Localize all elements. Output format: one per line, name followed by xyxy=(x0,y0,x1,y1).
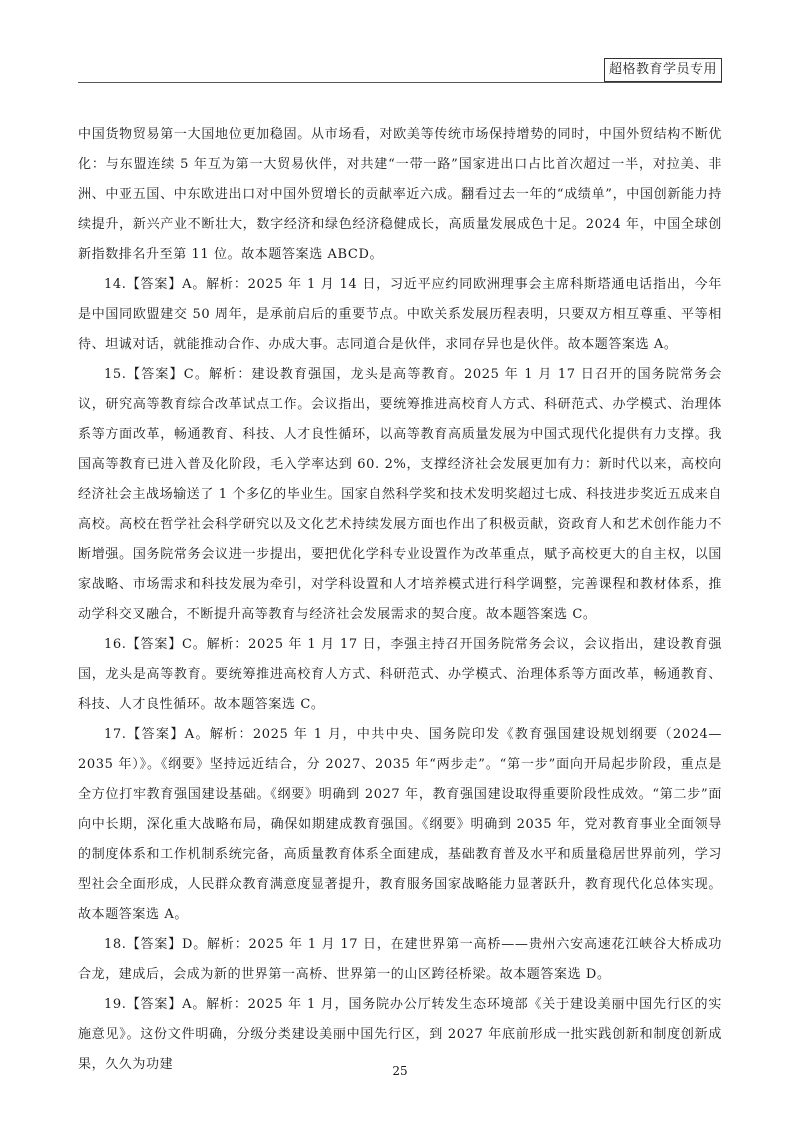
answer-16-paragraph: 16.【答案】C。解析：2025 年 1 月 17 日，李强主持召开国务院常务会议，会议指出，建设教育强国，龙头是高等教育。要统筹推进高校育人方式、科研范式、办学模式、治理体系等方面改革，畅通教育、科技、人才良性循环。故本题答案选 C。 xyxy=(78,637,722,712)
answer-15-paragraph: 15.【答案】C。解析：建设教育强国，龙头是高等教育。2025 年 1 月 17 日召开的国务院常务会议，研究高等教育综合改革试点工作。会议指出，要统筹推进高校育人方式、科研范式、办学模式、治理体系等方面改革，畅通教育、科技、人才良性循环，以高等教育高质量发展为中国式现代化提供有力支撑。我国高等教育已进入普及化阶段，毛入学率达到 60. 2%，支撑经济社会发展更加有力：新时代以来，高校向经济社会主战场输送了 1 个多亿的毕业生。国家自然科学奖和技术发明奖超过七成、科技进步奖近五成来自高校。高校在哲学社会科学研究以及文化艺术持续发展方面也作出了积极贡献，资政育人和艺术创作能力不断增强。国务院常务会议进一步提出，要把优化学科专业设置作为改革重点，赋予高校更大的自主权，以国家战略、市场需求和科技发展为牵引，对学科设置和人才培养模式进行科学调整，完善课程和教材体系，推动学科交叉融合，不断提升高等教育与经济社会发展需求的契合度。故本题答案选 C。 xyxy=(78,367,722,622)
page-number: 25 xyxy=(392,1064,408,1078)
answer-17-paragraph: 17.【答案】A。解析：2025 年 1 月，中共中央、国务院印发《教育强国建设规划纲要（2024—2035 年）》。《纲要》坚持远近结合，分 2027、2035 年“两步走”。“第一步”面向开局起步阶段，重点是全方位打牢教育强国建设基础。《纲要》明确到 2027 年，教育强国建设取得重要阶段性成效。“第二步”面向中长期，深化重大战略布局，确保如期建成教育强国。《纲要》明确到 2035 年，党对教育事业全面领导的制度体系和工作机制系统完备，高质量教育体系全面建成，基础教育普及水平和质量稳居世界前列，学习型社会全面形成，人民群众教育满意度显著提升，教育服务国家战略能力显著跃升，教育现代化总体实现。故本题答案选 A。 xyxy=(78,727,722,922)
answer-18-paragraph: 18.【答案】D。解析：2025 年 1 月 17 日，在建世界第一高桥——贵州六安高速花江峡谷大桥成功合龙，建成后，会成为新的世界第一高桥、世界第一的山区跨径桥梁。故本题答案选 D。 xyxy=(78,937,722,982)
paragraph-continuation: 中国货物贸易第一大国地位更加稳固。从市场看，对欧美等传统市场保持增势的同时，中国外贸结构不断优化：与东盟连续 5 年互为第一大贸易伙伴，对共建“一带一路”国家进出口占比首次超过一半，对拉美、非洲、中亚五国、中东欧进出口对中国外贸增长的贡献率近六成。翻看过去一年的“成绩单”，中国创新能力持续提升，新兴产业不断壮大，数字经济和绿色经济稳健成长，高质量发展成色十足。2024 年，中国全球创新指数排名升至第 11 位。故本题答案选 ABCD。 xyxy=(78,127,722,262)
header-divider xyxy=(78,82,722,83)
header-badge: 超格教育学员专用 xyxy=(604,58,722,82)
answer-explanations xyxy=(78,120,722,1080)
answer-19-paragraph: 19.【答案】A。解析：2025 年 1 月，国务院办公厅转发生态环境部《关于建设美丽中国先行区的实施意见》。这份文件明确，分级分类建设美丽中国先行区，到 2027 年底前形成一批实践创新和制度创新成果，久久为功建 xyxy=(78,997,722,1072)
answer-14-paragraph: 14.【答案】A。解析：2025 年 1 月 14 日，习近平应约同欧洲理事会主席科斯塔通电话指出，今年是中国同欧盟建交 50 周年，是承前启后的重要节点。中欧关系发展历程表明，只要双方相互尊重、平等相待、坦诚对话，就能推动合作、办成大事。志同道合是伙伴，求同存异也是伙伴。故本题答案选 A。 xyxy=(78,277,722,352)
